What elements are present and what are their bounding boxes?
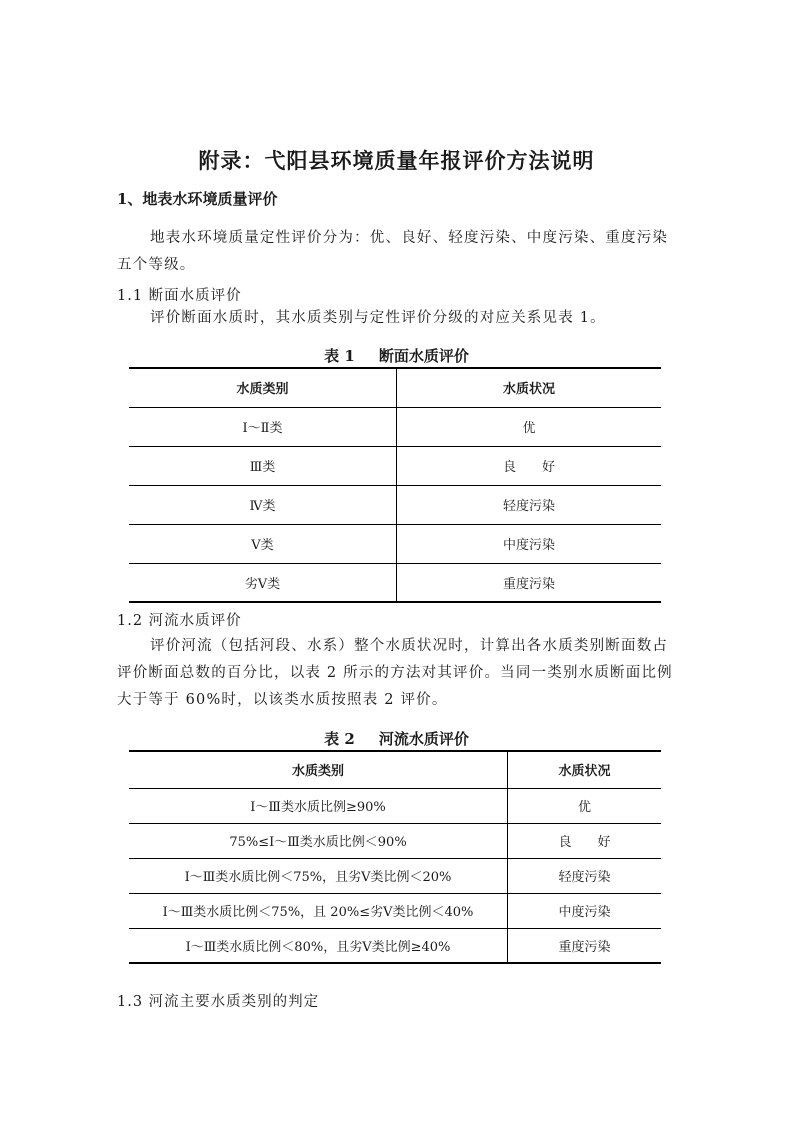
table-row [129, 563, 661, 602]
table-1-caption-number: 表 1 [324, 347, 355, 365]
section-1-2-text [117, 633, 677, 714]
table-row [129, 485, 661, 524]
table-cell: 75%≤Ⅰ～Ⅲ类水质比例＜90% [129, 823, 508, 858]
table-cell: 中度污染 [508, 893, 662, 928]
intro-line-2: 五个等级。 [117, 257, 196, 273]
section-1-2-line-2: 评价断面总数的百分比，以表 2 所示的方法对其评价。当同一类别水质断面比例 [117, 665, 673, 681]
table-header-cell: 水质类别 [129, 368, 397, 407]
table-header-cell: 水质状况 [558, 764, 611, 780]
intro-line-1: 地表水环境质量定性评价分为：优、良好、轻度污染、中度污染、重度污染 [150, 230, 669, 246]
table-row [129, 446, 661, 485]
table-2 [129, 750, 661, 964]
table-cell: 重度污染 [397, 563, 662, 602]
table-cell: 劣Ⅴ类 [129, 563, 397, 602]
table-cell: 轻度污染 [397, 485, 662, 524]
table-header-cell: 水质状况 [502, 382, 555, 398]
table-cell: 重度污染 [508, 928, 662, 963]
table-header-cell: 水质类别 [129, 751, 508, 788]
table-cell: Ⅰ～Ⅲ类水质比例＜80%，且劣Ⅴ类比例≥40% [129, 928, 508, 963]
table-cell: Ⅴ类 [129, 524, 397, 563]
table-1-caption [0, 345, 793, 366]
table-row [129, 893, 661, 928]
table-cell: Ⅳ类 [129, 485, 397, 524]
table-2-caption-number: 表 2 [324, 730, 355, 748]
table-cell: Ⅰ～Ⅲ类水质比例＜75%，且劣Ⅴ类比例＜20% [129, 858, 508, 893]
section-1-intro [117, 225, 677, 279]
section-1-1-text [117, 305, 677, 332]
table-1 [129, 367, 661, 603]
table-cell: 优 [508, 788, 662, 823]
table-cell: Ⅲ类 [129, 446, 397, 485]
section-1-3-heading: 1.3 河流主要水质类别的判定 [117, 994, 320, 1010]
table-row [129, 858, 661, 893]
page-title: 附录：弋阳县环境质量年报评价方法说明 [198, 148, 595, 173]
table-2-caption [0, 728, 793, 749]
table-cell: Ⅰ～Ⅱ类 [129, 407, 397, 446]
table-row [129, 788, 661, 823]
section-1-1-line: 评价断面水质时，其水质类别与定性评价分级的对应关系见表 1。 [150, 310, 606, 326]
table-1-caption-title: 断面水质评价 [378, 347, 469, 365]
table-cell: 轻度污染 [508, 858, 662, 893]
table-cell: Ⅰ～Ⅲ类水质比例＜75%，且 20%≤劣Ⅴ类比例＜40% [129, 893, 508, 928]
table-2-caption-title: 河流水质评价 [378, 730, 469, 748]
section-1-2-heading: 1.2 河流水质评价 [117, 613, 242, 629]
table-cell: 优 [397, 407, 662, 446]
table-row [129, 524, 661, 563]
section-1-2-line-3: 大于等于 60%时，以该类水质按照表 2 评价。 [117, 692, 448, 708]
table-cell: 中度污染 [397, 524, 662, 563]
table-cell: 良 好 [508, 823, 662, 858]
table-cell: 良 好 [397, 446, 662, 485]
table-row [129, 407, 661, 446]
section-1-2-line-1: 评价河流（包括河段、水系）整个水质状况时，计算出各水质类别断面数占 [150, 638, 669, 654]
table-cell: Ⅰ～Ⅲ类水质比例≥90% [129, 788, 508, 823]
table-header-row [129, 751, 661, 788]
section-1-1-heading: 1.1 断面水质评价 [117, 288, 242, 304]
table-header-row [129, 368, 661, 407]
section-1-heading: 1、地表水环境质量评价 [117, 190, 278, 208]
table-row [129, 928, 661, 963]
table-row [129, 823, 661, 858]
